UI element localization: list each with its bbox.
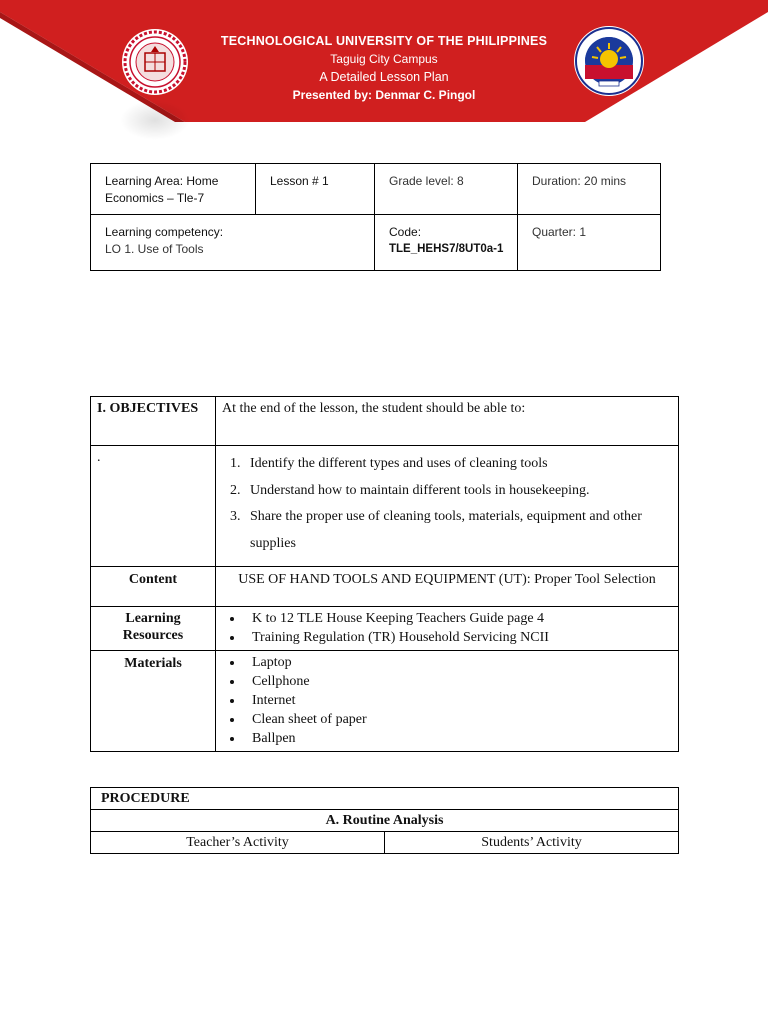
objectives-list-cell — [216, 446, 679, 567]
content-label: Content — [91, 567, 216, 607]
code-value: TLE_HEHS7/8UT0a-1 — [389, 243, 504, 255]
competency-value: LO 1. Use of Tools — [105, 242, 204, 256]
material-item: • Ballpen — [244, 729, 672, 748]
material-item: • Cellphone — [244, 672, 672, 691]
student-activity-header: Students’ Activity — [385, 832, 679, 854]
code-cell — [375, 215, 518, 271]
competency-label: Learning competency: — [105, 225, 224, 239]
duration-cell — [518, 164, 661, 215]
decorative-shadow — [120, 100, 190, 140]
quarter: Quarter: 1 — [532, 225, 587, 239]
objective-item: 2. Understand how to maintain different tools in housekeeping. — [244, 478, 672, 505]
procedure-label: PROCEDURE — [91, 788, 679, 810]
material-item: • Internet — [244, 691, 672, 710]
teacher-activity-header: Teacher’s Activity — [91, 832, 385, 854]
resource-item: • K to 12 TLE House Keeping Teachers Guide page 4 — [244, 609, 672, 628]
materials-list — [222, 653, 672, 748]
procedure-section-title: A. Routine Analysis — [91, 810, 679, 832]
presenter-line: Presented by: Denmar C. Pingol — [292, 88, 476, 102]
university-name: TECHNOLOGICAL UNIVERSITY OF THE PHILIPPINES — [220, 34, 548, 48]
competency-cell — [91, 215, 375, 271]
materials-label: Materials — [91, 651, 216, 752]
campus-name: Taguig City Campus — [330, 52, 438, 66]
material-item: • Clean sheet of paper — [244, 710, 672, 729]
lesson-number-cell — [256, 164, 375, 215]
lesson-number: Lesson # 1 — [270, 174, 329, 188]
objectives-marker: . — [91, 446, 216, 567]
duration: Duration: 20 mins — [532, 174, 627, 188]
plan-title: A Detailed Lesson Plan — [319, 70, 449, 84]
grade-level-cell — [375, 164, 518, 215]
objectives-list — [222, 451, 672, 557]
materials-cell — [216, 651, 679, 752]
grade-level: Grade level: 8 — [389, 174, 464, 188]
procedure-table — [90, 787, 679, 854]
objective-item: 3. Share the proper use of cleaning tools, materials, equipment and other supplies — [244, 504, 672, 557]
code-label: Code: — [389, 225, 422, 239]
objectives-table — [90, 396, 679, 752]
resources-cell — [216, 607, 679, 651]
learning-area-cell — [91, 164, 256, 215]
resource-item: • Training Regulation (TR) Household Servicing NCII — [244, 628, 672, 647]
objectives-intro: At the end of the lesson, the student should be able to: — [216, 397, 679, 446]
resources-label: Learning Resources — [91, 607, 216, 651]
quarter-cell — [518, 215, 661, 271]
objectives-label: I. OBJECTIVES — [91, 397, 216, 446]
material-item: • Laptop — [244, 653, 672, 672]
learning-area: Learning Area: Home Economics – Tle-7 — [105, 174, 219, 205]
objective-item: 1. Identify the different types and uses of cleaning tools — [244, 451, 672, 478]
resources-list — [222, 609, 672, 647]
content-value: USE OF HAND TOOLS AND EQUIPMENT (UT): Proper Tool Selection — [216, 567, 679, 607]
lesson-info-table — [90, 163, 661, 271]
